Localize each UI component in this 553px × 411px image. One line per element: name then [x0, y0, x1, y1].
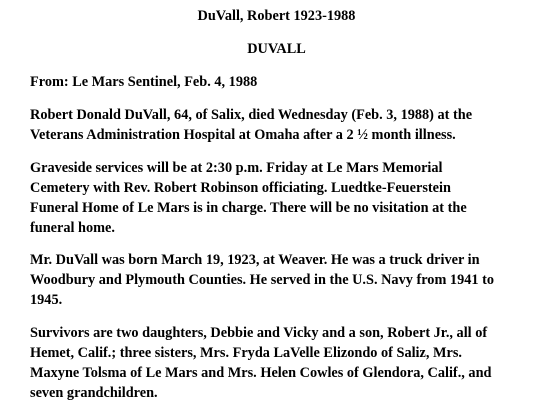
paragraph-line: Funeral Home of Le Mars is in charge. There will be no visitation at the: [30, 200, 467, 216]
paragraph-line: Veterans Administration Hospital at Omaha after a 2 ½ month illness.: [30, 127, 456, 143]
paragraph-line: Cemetery with Rev. Robert Robinson officiating. Luedtke-Feuerstein: [30, 180, 451, 196]
paragraph-line: funeral home.: [30, 220, 115, 236]
paragraph-line: Survivors are two daughters, Debbie and Vicky and a son, Robert Jr., all of: [30, 325, 488, 341]
paragraph-death-notice: [30, 105, 550, 145]
paragraph-line: Mr. DuVall was born March 19, 1923, at Weaver. He was a truck driver in: [30, 252, 480, 268]
paragraph-line: Woodbury and Plymouth Counties. He served in the U.S. Navy from 1941 to: [30, 272, 495, 288]
paragraph-services: [30, 158, 550, 238]
paragraph-line: Maxyne Tolsma of Le Mars and Mrs. Helen Cowles of Glendora, Calif., and: [30, 365, 492, 381]
paragraph-biography: [30, 250, 550, 310]
source-line: [30, 72, 550, 92]
paragraph-line: Hemet, Calif.; three sisters, Mrs. Fryda LaVelle Elizondo of Saliz, Mrs.: [30, 345, 463, 361]
document-title: DuVall, Robert 1923-1988: [197, 8, 356, 24]
paragraph-line: Robert Donald DuVall, 64, of Salix, died Wednesday (Feb. 3, 1988) at the: [30, 107, 473, 123]
source-text: From: Le Mars Sentinel, Feb. 4, 1988: [30, 74, 258, 90]
document-heading: DUVALL: [247, 41, 306, 57]
paragraph-line: seven grandchildren.: [30, 385, 158, 401]
paragraph-survivors: [30, 323, 550, 403]
paragraph-line: Graveside services will be at 2:30 p.m. Friday at Le Mars Memorial: [30, 160, 443, 176]
paragraph-line: 1945.: [30, 292, 63, 308]
